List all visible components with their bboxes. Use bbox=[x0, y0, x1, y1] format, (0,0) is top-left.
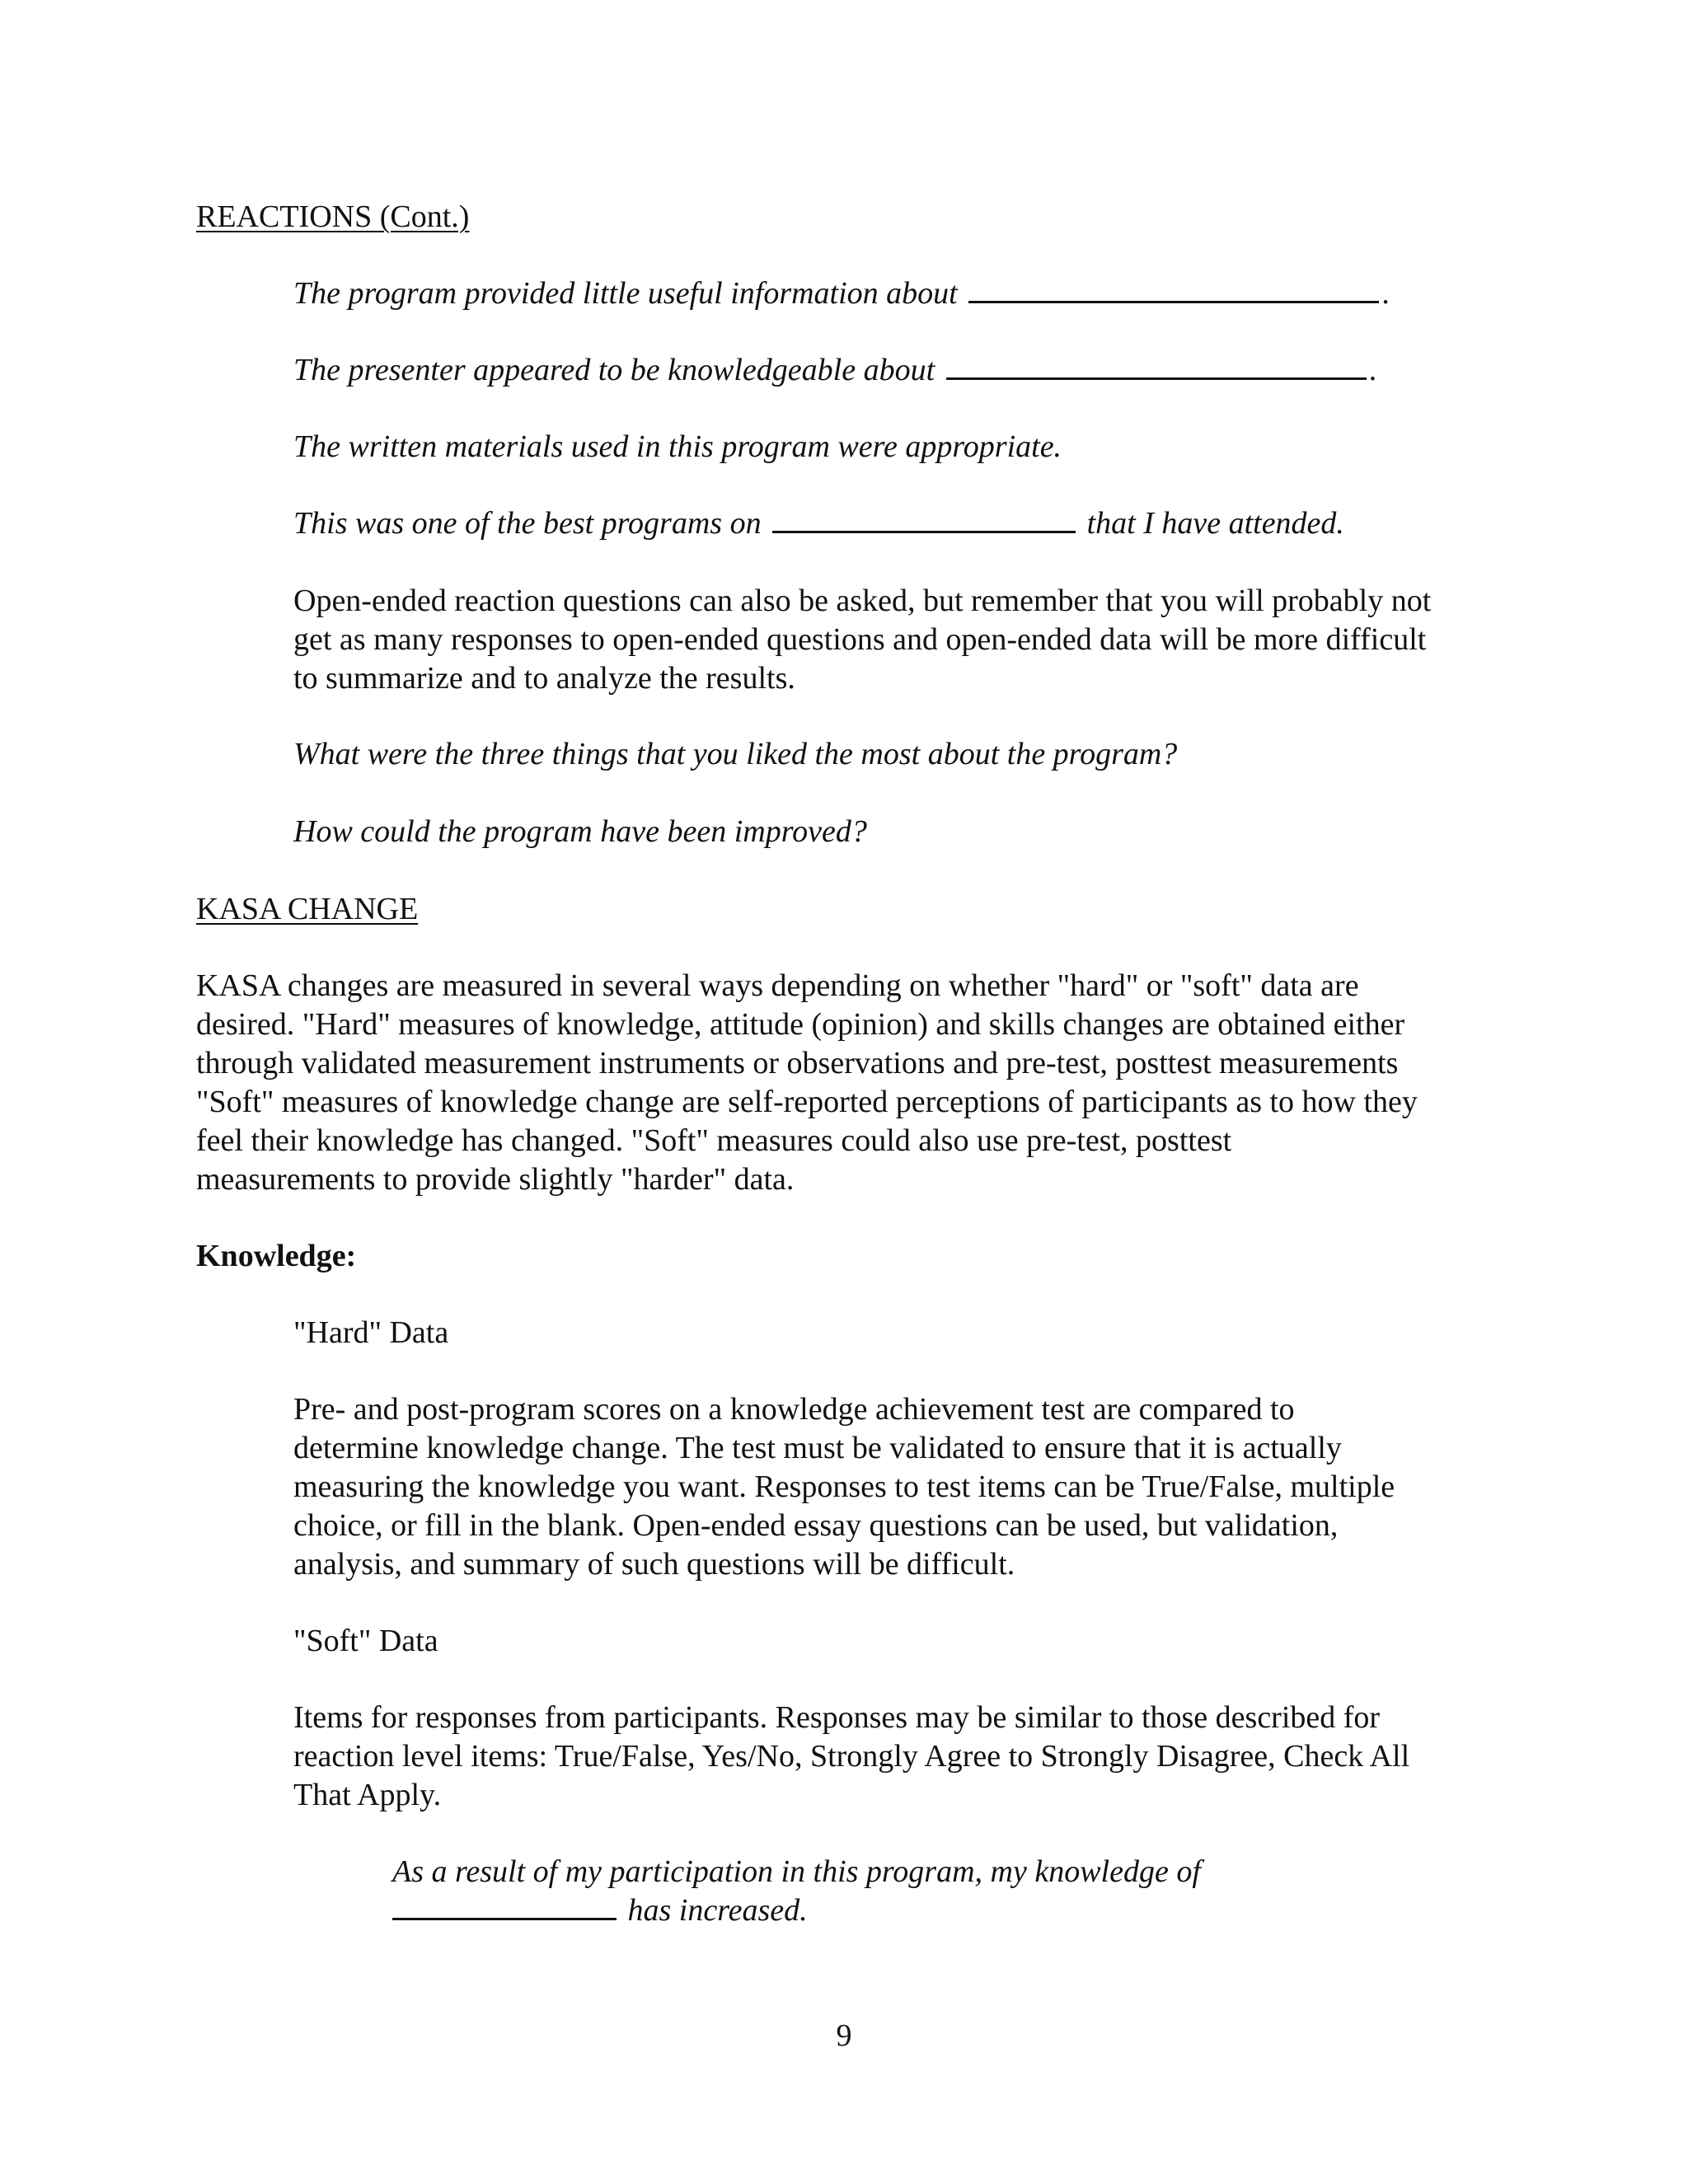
knowledge-example-line-1: As a result of my participation in this program, my knowledge of bbox=[392, 1854, 1201, 1889]
open-ended-line-2: get as many responses to open-ended questions and open-ended data will be more difficult bbox=[293, 622, 1427, 657]
soft-data-line-1: Items for responses from participants. Responses may be similar to those described for bbox=[293, 1700, 1381, 1735]
knowledge-example-end: has increased. bbox=[627, 1893, 808, 1928]
hard-data-line-4: choice, or fill in the blank. Open-ended essay questions can be used, but validation, bbox=[293, 1508, 1339, 1543]
kasa-heading: KASA CHANGE bbox=[196, 892, 419, 926]
open-ended-line-1: Open-ended reaction questions can also be asked, but remember that you will probably not bbox=[293, 583, 1432, 618]
kasa-line-4: "Soft" measures of knowledge change are self-reported perceptions of participants as to how they bbox=[196, 1085, 1418, 1119]
kasa-line-3: through validated measurement instruments or observations and pre-test, posttest measurements bbox=[196, 1046, 1399, 1080]
fill-in-blank bbox=[772, 506, 1076, 533]
kasa-line-2: desired. "Hard" measures of knowledge, attitude (opinion) and skills changes are obtained either bbox=[196, 1007, 1405, 1042]
reaction-item-1-end: . bbox=[1382, 276, 1390, 311]
soft-data-line-2: reaction level items: True/False, Yes/No, Strongly Agree to Strongly Disagree, Check All bbox=[293, 1739, 1410, 1774]
page-number: 9 bbox=[836, 2018, 852, 2053]
kasa-line-6: measurements to provide slightly "harder" data. bbox=[196, 1162, 795, 1197]
knowledge-heading: Knowledge: bbox=[196, 1239, 357, 1273]
reaction-item-4 bbox=[293, 504, 1344, 542]
hard-data-line-2: determine knowledge change. The test must be validated to ensure that it is actually bbox=[293, 1431, 1342, 1465]
knowledge-example-line-2 bbox=[392, 1891, 808, 1929]
soft-data-line-3: That Apply. bbox=[293, 1778, 442, 1812]
reaction-item-2-text: The presenter appeared to be knowledgeable about bbox=[293, 353, 935, 387]
kasa-line-1: KASA changes are measured in several ways depending on whether "hard" or "soft" data are bbox=[196, 968, 1359, 1003]
reaction-item-4-text: This was one of the best programs on bbox=[293, 506, 762, 541]
reactions-heading: REACTIONS (Cont.) bbox=[196, 199, 470, 234]
soft-data-label: "Soft" Data bbox=[293, 1624, 438, 1658]
reaction-item-2-end: . bbox=[1369, 353, 1378, 387]
hard-data-label: "Hard" Data bbox=[293, 1315, 449, 1350]
reaction-item-1 bbox=[293, 274, 1390, 312]
open-question-2: How could the program have been improved? bbox=[293, 814, 867, 849]
fill-in-blank bbox=[946, 353, 1367, 380]
reaction-item-4-end: that I have attended. bbox=[1086, 506, 1344, 541]
reaction-item-2 bbox=[293, 351, 1377, 389]
hard-data-line-1: Pre- and post-program scores on a knowledge achievement test are compared to bbox=[293, 1392, 1295, 1427]
hard-data-line-3: measuring the knowledge you want. Responses to test items can be True/False, multiple bbox=[293, 1469, 1395, 1504]
fill-in-blank bbox=[392, 1893, 617, 1920]
hard-data-line-5: analysis, and summary of such questions will be difficult. bbox=[293, 1547, 1015, 1582]
reaction-item-1-text: The program provided little useful information about bbox=[293, 276, 958, 311]
open-ended-line-3: to summarize and to analyze the results. bbox=[293, 661, 795, 696]
reaction-item-3: The written materials used in this program were appropriate. bbox=[293, 429, 1062, 464]
kasa-line-5: feel their knowledge has changed. "Soft" measures could also use pre-test, posttest bbox=[196, 1123, 1232, 1158]
fill-in-blank bbox=[968, 276, 1379, 303]
open-question-1: What were the three things that you liked the most about the program? bbox=[293, 737, 1178, 771]
